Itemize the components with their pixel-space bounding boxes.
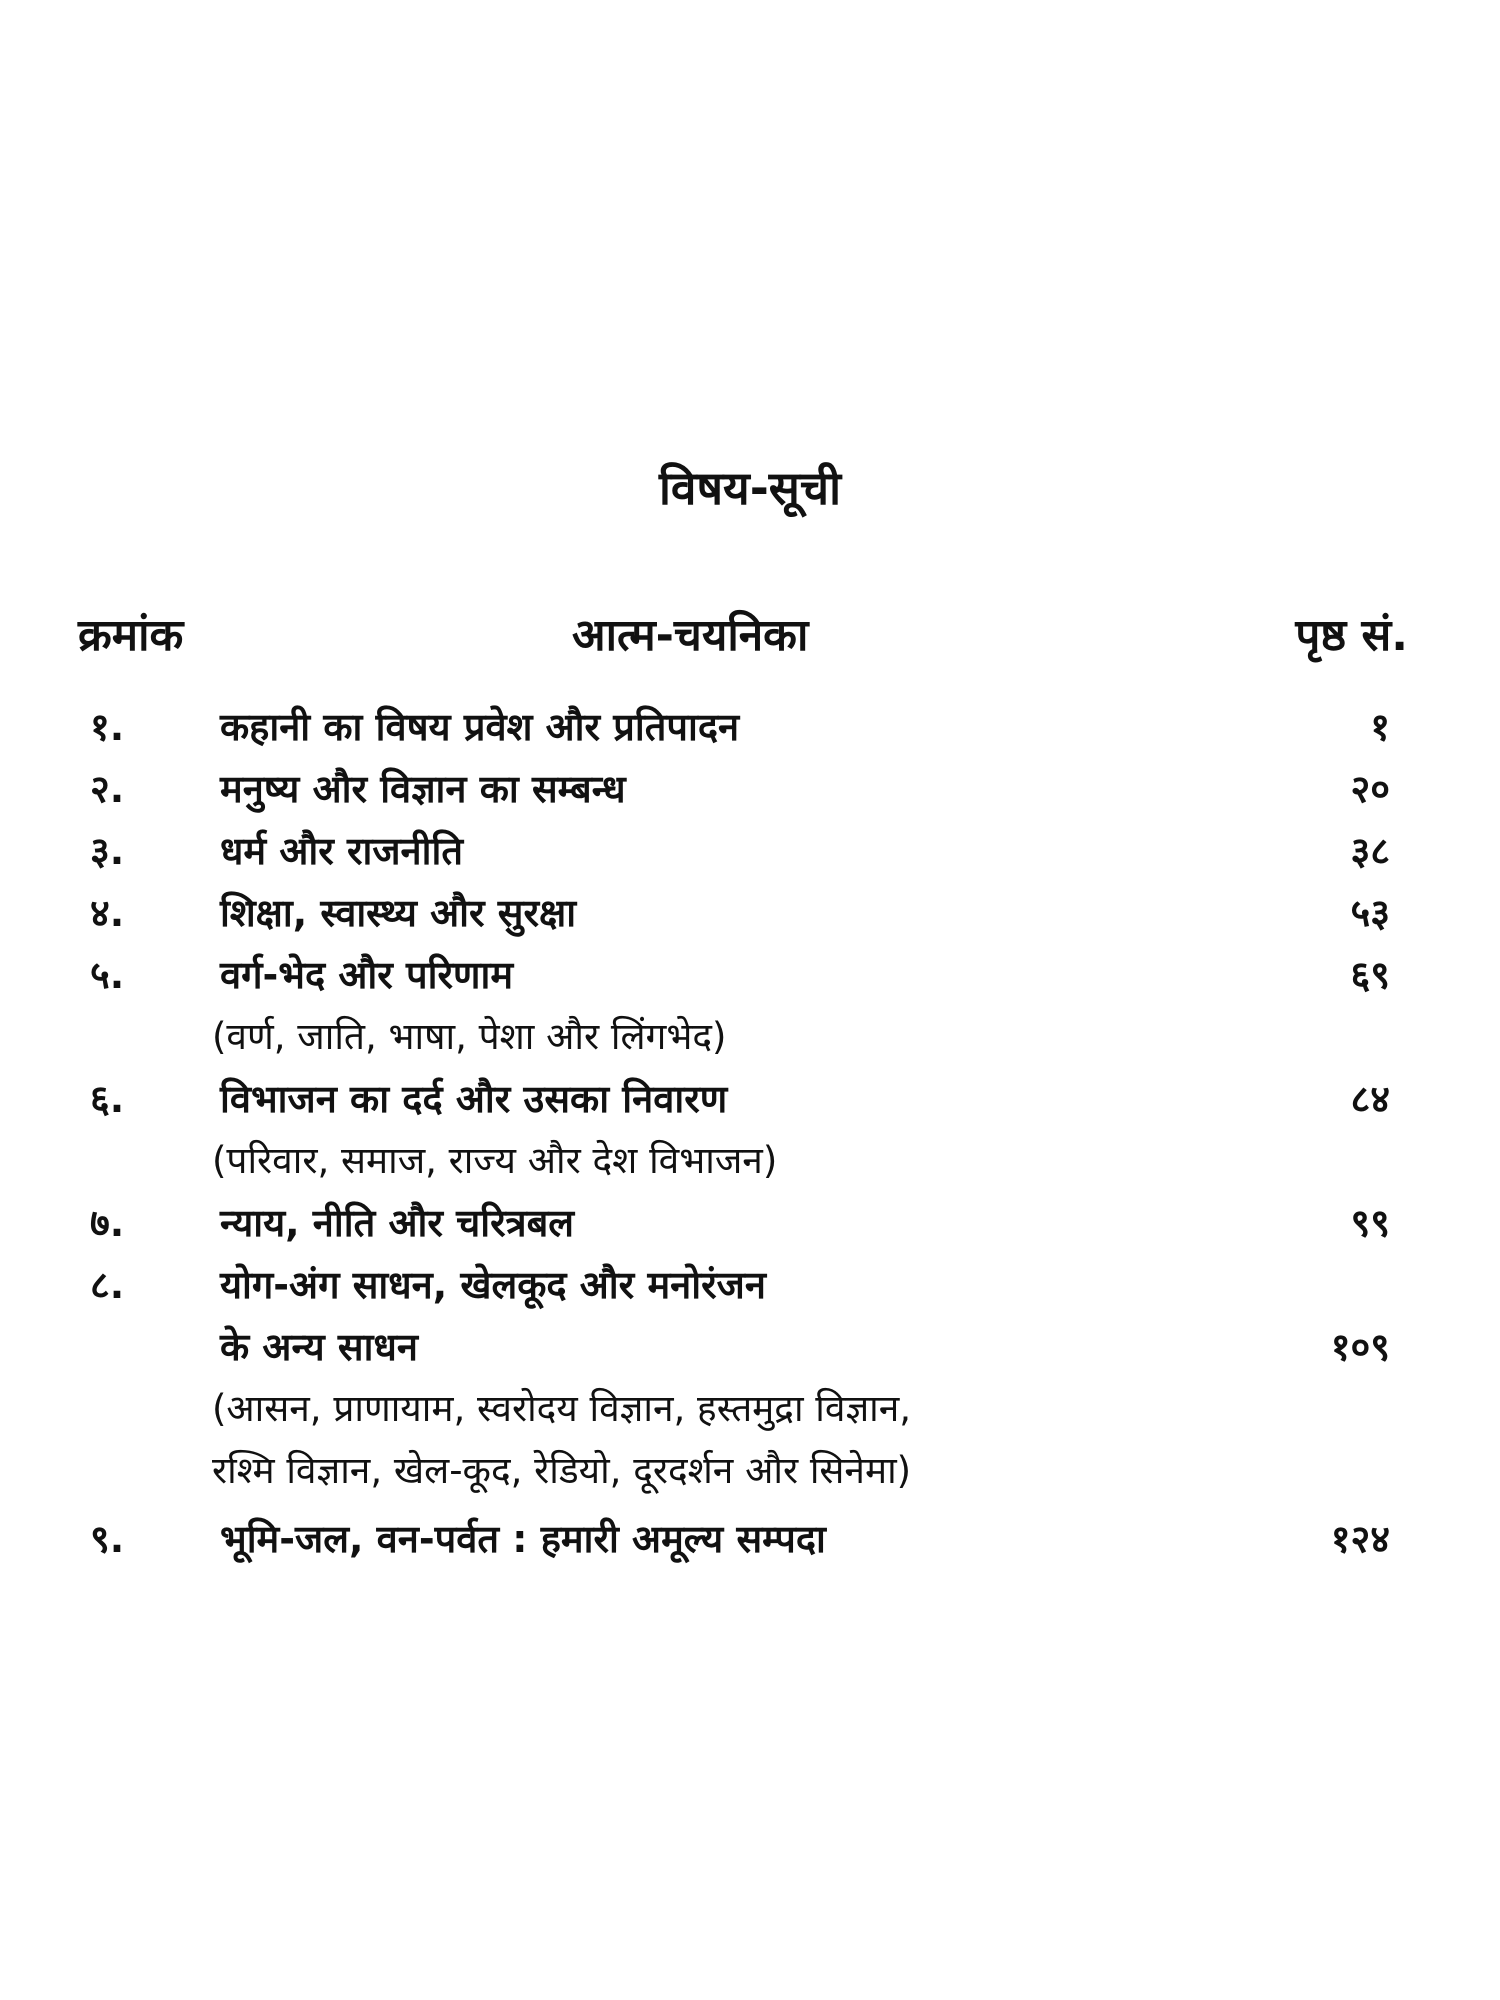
entry-page: ५३	[1350, 891, 1390, 935]
toc-entry	[0, 1192, 1500, 1254]
entry-title: न्याय, नीति और चरित्रबल	[220, 1201, 575, 1245]
entry-title: मनुष्य और विज्ञान का सम्बन्ध	[220, 767, 626, 811]
entry-subtitle: रश्मि विज्ञान, खेल-कूद, रेडियो, दूरदर्शन और सिनेमा)	[212, 1449, 912, 1492]
page-title: विषय-सूची	[658, 461, 842, 515]
toc-entry	[0, 1508, 1500, 1570]
entry-subtitle: (परिवार, समाज, राज्य और देश विभाजन)	[212, 1139, 778, 1182]
entry-page: ३८	[1350, 829, 1390, 873]
entry-serial: २.	[90, 767, 125, 811]
entry-serial: ५.	[90, 953, 125, 997]
toc-entry-subtitle	[0, 1130, 1500, 1192]
toc-entry	[0, 758, 1500, 820]
toc-entry	[0, 1068, 1500, 1130]
header-title: आत्म-चयनिका	[572, 610, 809, 661]
entry-subtitle: (आसन, प्राणायाम, स्वरोदय विज्ञान, हस्तमुद्रा विज्ञान,	[212, 1387, 912, 1430]
entry-page: ८४	[1350, 1077, 1390, 1121]
entry-title: वर्ग-भेद और परिणाम	[220, 953, 514, 997]
entry-serial: ४.	[90, 891, 125, 935]
entry-page: ९९	[1350, 1201, 1390, 1245]
toc-entry	[0, 1254, 1500, 1316]
header-page: पृष्ठ सं.	[1295, 610, 1408, 661]
entry-serial: ७.	[90, 1201, 125, 1245]
entry-title-line2: के अन्य साधन	[220, 1325, 418, 1369]
toc-entry-subtitle	[0, 1440, 1500, 1502]
toc-entry-subtitle	[0, 1006, 1500, 1068]
entry-subtitle: (वर्ण, जाति, भाषा, पेशा और लिंगभेद)	[212, 1015, 727, 1058]
header-serial: क्रमांक	[78, 610, 184, 661]
entry-page: ६९	[1350, 953, 1390, 997]
entry-serial: १.	[90, 705, 125, 749]
toc-entry-subtitle	[0, 1378, 1500, 1440]
entry-page: १०९	[1330, 1325, 1390, 1369]
toc-entry	[0, 696, 1500, 758]
entry-serial: ६.	[90, 1077, 125, 1121]
entry-title: विभाजन का दर्द और उसका निवारण	[220, 1077, 728, 1121]
entry-title: योग-अंग साधन, खेलकूद और मनोरंजन	[220, 1263, 766, 1307]
toc-entry	[0, 882, 1500, 944]
entry-title: भूमि-जल, वन-पर्वत : हमारी अमूल्य सम्पदा	[220, 1517, 826, 1561]
entry-page: २०	[1350, 767, 1390, 811]
entry-serial: ३.	[90, 829, 125, 873]
entry-page: १२४	[1330, 1517, 1390, 1561]
entry-title: शिक्षा, स्वास्थ्य और सुरक्षा	[220, 891, 577, 935]
toc-entry	[0, 944, 1500, 1006]
toc-entry-continued	[0, 1316, 1500, 1378]
toc-entry	[0, 820, 1500, 882]
entry-serial: ८.	[90, 1263, 125, 1307]
entry-page: १	[1370, 705, 1390, 749]
entry-serial: ९.	[90, 1517, 125, 1561]
entry-title: धर्म और राजनीति	[220, 829, 463, 873]
entry-title: कहानी का विषय प्रवेश और प्रतिपादन	[220, 705, 740, 749]
